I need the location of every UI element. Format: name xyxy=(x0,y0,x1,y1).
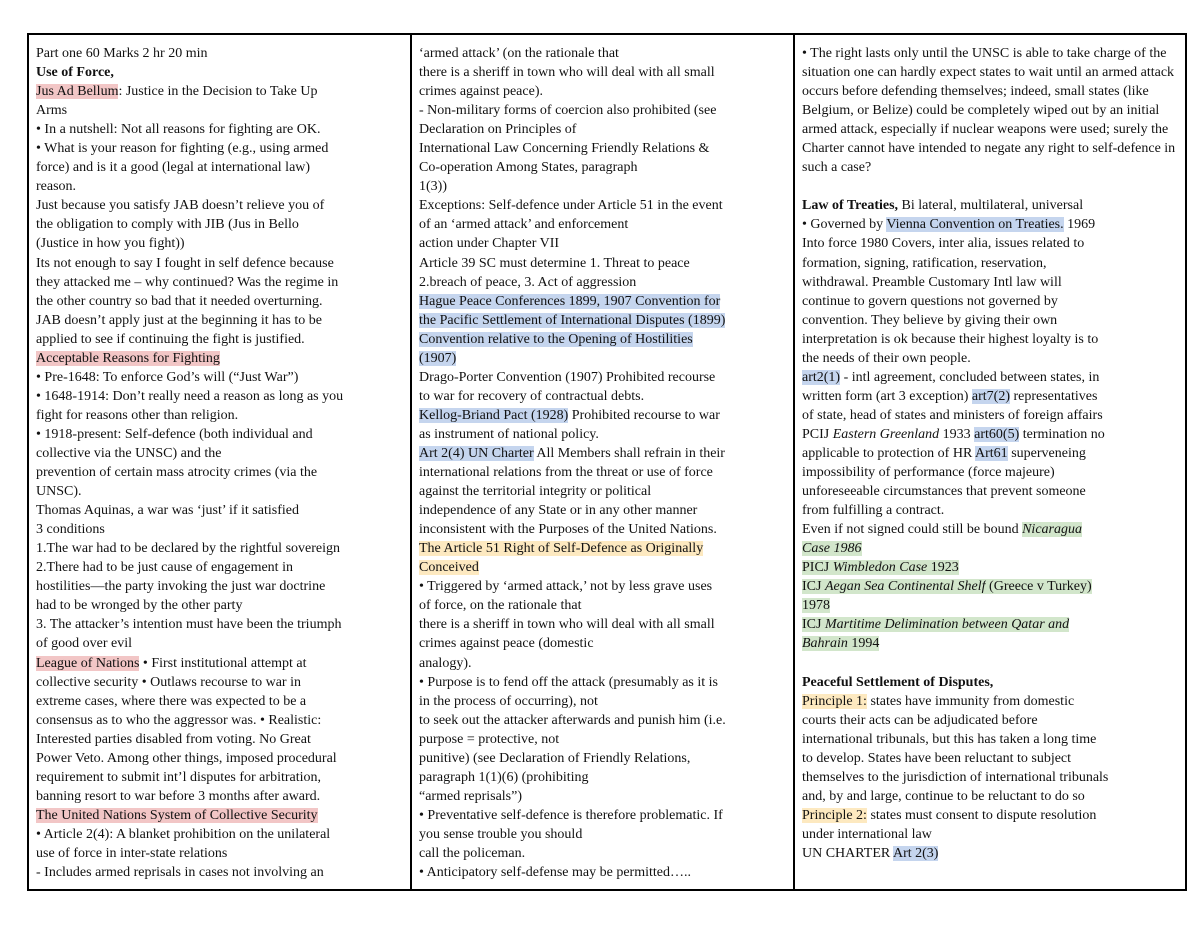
text-line xyxy=(419,349,787,368)
text-run: applied to see if continuing the fight is justified. xyxy=(36,331,305,347)
text-run: in the process of occurring), not xyxy=(419,693,598,709)
text-line xyxy=(419,158,787,177)
text-run: 1933 xyxy=(939,426,975,442)
case-citation: Nicaragua xyxy=(1022,522,1082,538)
text-line xyxy=(419,196,787,215)
text-line xyxy=(419,82,787,101)
text-line xyxy=(802,806,1185,825)
text-run: use of force in inter-state relations xyxy=(36,845,228,861)
text-line xyxy=(419,63,787,82)
text-run: of force, on the rationale that xyxy=(419,598,582,614)
text-line xyxy=(802,406,1185,425)
highlight-term: art2(1) xyxy=(802,369,841,385)
case-citation: Martitime Delimination between Qatar and xyxy=(824,617,1070,633)
text-run: Article 39 SC must determine 1. Threat to peace xyxy=(419,255,690,271)
text-line xyxy=(36,63,404,82)
text-run: unforeseeable circumstances that prevent someone xyxy=(802,484,1086,500)
text-run: • First institutional attempt at xyxy=(139,655,307,671)
text-run: • What is your reason for fighting (e.g., using armed xyxy=(36,141,329,157)
text-run: : Justice in the Decision to Take Up xyxy=(118,84,318,100)
text-run: Declaration on Principles of xyxy=(419,122,577,138)
text-line xyxy=(419,215,787,234)
text-line xyxy=(36,44,404,63)
text-line xyxy=(36,425,404,444)
text-run: • Governed by xyxy=(802,217,887,233)
text-run: the needs of their own people. xyxy=(802,350,971,366)
text-line xyxy=(36,654,404,673)
section-heading: Law of Treaties, xyxy=(802,198,899,214)
text-run: under international law xyxy=(802,826,932,842)
text-run: courts their acts can be adjudicated before xyxy=(802,712,1038,728)
text-run: ‘armed attack’ (on the rationale that xyxy=(419,46,619,61)
text-run: Thomas Aquinas, a war was ‘just’ if it satisfied xyxy=(36,503,299,519)
text-run: Just because you satisfy JAB doesn’t relieve you of xyxy=(36,198,325,214)
highlight-term: the Pacific Settlement of International Disputes (1899) xyxy=(419,312,726,328)
text-line xyxy=(419,711,787,730)
text-run: - Includes armed reprisals in cases not involving an xyxy=(36,865,324,881)
text-line xyxy=(419,425,787,444)
text-line xyxy=(802,425,1185,444)
text-line xyxy=(802,558,1185,577)
text-line xyxy=(419,292,787,311)
highlight-term: Hague Peace Conferences 1899, 1907 Convention for xyxy=(419,293,721,309)
text-line xyxy=(36,539,404,558)
text-run: International Law Concerning Friendly Relations & xyxy=(419,141,710,157)
text-run: occurs before defending themselves; indeed, small states (like xyxy=(802,84,1149,100)
text-run: force) and is it a good (legal at international law) xyxy=(36,160,311,176)
highlight-term: League of Nations xyxy=(36,655,140,671)
text-run: crimes against peace (domestic xyxy=(419,636,594,652)
text-run: there is a sheriff in town who will deal with all small xyxy=(419,65,715,81)
text-run: 1969 xyxy=(1063,217,1096,233)
text-line xyxy=(419,387,787,406)
text-run: Arms xyxy=(36,103,68,119)
text-run: interpretation is ok because their highest loyalty is to xyxy=(802,331,1099,347)
text-line xyxy=(802,711,1185,730)
text-run: • Pre-1648: To enforce God’s will (“Just War”) xyxy=(36,369,299,385)
text-run: states have immunity from domestic xyxy=(866,693,1075,709)
text-line xyxy=(802,311,1185,330)
text-run: withdrawal. Preamble Customary Intl law will xyxy=(802,274,1062,290)
text-run: written form (art 3 exception) xyxy=(802,388,972,404)
text-line xyxy=(419,596,787,615)
text-line xyxy=(802,501,1185,520)
text-line xyxy=(36,254,404,273)
text-run: the other country so bad that it needed overturning. xyxy=(36,293,323,309)
text-line xyxy=(36,196,404,215)
text-line xyxy=(419,539,787,558)
case-citation: ICJ xyxy=(802,579,825,595)
text-line xyxy=(802,82,1185,101)
text-run: there is a sheriff in town who will deal with all small xyxy=(419,617,715,633)
text-run: • In a nutshell: Not all reasons for fighting are OK. xyxy=(36,122,321,138)
text-line xyxy=(419,634,787,653)
text-run: fight for reasons other than religion. xyxy=(36,407,239,423)
text-run: Part one 60 Marks 2 hr 20 min xyxy=(36,46,208,61)
text-line xyxy=(419,444,787,463)
text-run: Bi lateral, multilateral, universal xyxy=(898,198,1084,214)
text-line xyxy=(802,349,1185,368)
text-run: paragraph 1(1)(6) (prohibiting xyxy=(419,769,589,785)
text-run: Co-operation Among States, paragraph xyxy=(419,160,638,176)
text-run: Exceptions: Self-defence under Article 51 in the event xyxy=(419,198,723,214)
notes-column-2 xyxy=(412,35,795,889)
text-line xyxy=(36,292,404,311)
text-line xyxy=(419,673,787,692)
text-run: UN CHARTER xyxy=(802,845,893,861)
highlight-term: Acceptable Reasons for Fighting xyxy=(36,350,220,366)
text-run: 3. The attacker’s intention must have been the triumph xyxy=(36,617,342,633)
highlight-term: Art 2(3) xyxy=(892,845,939,861)
text-run: had to be wronged by the other party xyxy=(36,598,243,614)
text-line xyxy=(802,482,1185,501)
text-line xyxy=(802,577,1185,596)
text-line xyxy=(36,177,404,196)
case-citation: PICJ xyxy=(802,560,833,576)
text-line xyxy=(802,539,1185,558)
text-run: convention. They believe by giving their own xyxy=(802,312,1058,328)
case-citation: Case 1986 xyxy=(802,541,862,557)
text-run: punitive) (see Declaration of Friendly Relations, xyxy=(419,750,691,766)
text-line xyxy=(36,768,404,787)
text-line xyxy=(802,634,1185,653)
highlight-term: (1907) xyxy=(419,350,457,366)
text-line xyxy=(36,387,404,406)
text-line xyxy=(802,596,1185,615)
section-heading: Use of Force, xyxy=(36,65,114,81)
text-line xyxy=(419,768,787,787)
text-line xyxy=(802,844,1185,863)
text-line xyxy=(36,844,404,863)
text-line xyxy=(36,749,404,768)
text-run: Drago-Porter Convention (1907) Prohibited recourse xyxy=(419,369,716,385)
text-line xyxy=(802,139,1185,158)
text-run: applicable to protection of HR xyxy=(802,445,976,461)
text-line xyxy=(419,558,787,577)
text-line xyxy=(36,444,404,463)
text-line xyxy=(36,615,404,634)
text-line xyxy=(419,654,787,673)
text-run: - intl agreement, concluded between states, in xyxy=(840,369,1100,385)
text-run: independence of any State or in any other manner xyxy=(419,503,698,519)
text-line xyxy=(36,82,404,101)
text-line xyxy=(419,120,787,139)
text-line xyxy=(36,577,404,596)
text-line xyxy=(419,787,787,806)
text-run: termination no xyxy=(1019,426,1105,442)
text-line xyxy=(36,558,404,577)
text-line xyxy=(419,44,787,63)
text-run: the obligation to comply with JIB (Jus in Bello xyxy=(36,217,299,233)
text-run: “armed reprisals”) xyxy=(419,788,522,804)
text-line xyxy=(36,330,404,349)
text-run: 3 conditions xyxy=(36,522,105,538)
text-run: JAB doesn’t apply just at the beginning it has to be xyxy=(36,312,322,328)
notes-column-1 xyxy=(29,35,412,889)
text-line xyxy=(36,711,404,730)
text-line xyxy=(36,349,404,368)
text-run: such a case? xyxy=(802,160,872,176)
text-line xyxy=(36,634,404,653)
highlight-term: The United Nations System of Collective Security xyxy=(36,807,318,823)
text-line xyxy=(36,520,404,539)
case-citation: Aegan Sea Continental Shelf xyxy=(824,579,986,595)
text-run: of an ‘armed attack’ and enforcement xyxy=(419,217,629,233)
text-line xyxy=(36,825,404,844)
text-run: international tribunals, but this has taken a long time xyxy=(802,731,1097,747)
text-line xyxy=(36,463,404,482)
text-line xyxy=(419,692,787,711)
case-citation: 1978 xyxy=(802,598,830,614)
text-line xyxy=(802,254,1185,273)
text-line xyxy=(802,520,1185,539)
text-line xyxy=(36,673,404,692)
text-run: UNSC). xyxy=(36,484,82,500)
text-line xyxy=(802,387,1185,406)
text-line xyxy=(802,768,1185,787)
notes-page xyxy=(27,33,1187,891)
text-line xyxy=(419,863,787,882)
case-citation: ICJ xyxy=(802,617,825,633)
text-run: • 1648-1914: Don’t really need a reason as long as you xyxy=(36,388,344,404)
text-run: PCIJ xyxy=(802,426,833,442)
text-run: Charter cannot have intended to negate any right to self-defence in xyxy=(802,141,1176,157)
text-line xyxy=(36,215,404,234)
text-run: • Triggered by ‘armed attack,’ not by less grave uses xyxy=(419,579,713,595)
case-citation: 1994 xyxy=(847,636,880,652)
text-run: superveneing xyxy=(1007,445,1086,461)
text-run: of state, head of states and ministers of foreign affairs xyxy=(802,407,1103,423)
text-run: formation, signing, ratification, reservation, xyxy=(802,255,1047,271)
text-line xyxy=(802,330,1185,349)
text-run: • Preventative self-defence is therefore problematic. If xyxy=(419,807,723,823)
text-run: prevention of certain mass atrocity crimes (via the xyxy=(36,465,318,481)
text-line xyxy=(419,311,787,330)
text-run: action under Chapter VII xyxy=(419,236,560,252)
text-line xyxy=(419,482,787,501)
text-line xyxy=(802,158,1185,177)
text-line xyxy=(419,368,787,387)
text-line xyxy=(36,692,404,711)
highlight-term: Art 2(4) UN Charter xyxy=(419,445,534,461)
highlight-term: Principle 1: xyxy=(802,693,867,709)
text-line xyxy=(36,806,404,825)
text-run: collective via the UNSC) and the xyxy=(36,445,222,461)
text-run: continue to govern questions not governed by xyxy=(802,293,1058,309)
text-line xyxy=(419,501,787,520)
text-line xyxy=(802,44,1185,63)
text-run: against the territorial integrity or political xyxy=(419,484,652,500)
text-line xyxy=(802,196,1185,215)
text-run: inconsistent with the Purposes of the United Nations. xyxy=(419,522,717,538)
text-line xyxy=(36,273,404,292)
text-line xyxy=(36,101,404,120)
text-run: collective security • Outlaws recourse to war in xyxy=(36,674,301,690)
text-line xyxy=(419,520,787,539)
text-run: of good over evil xyxy=(36,636,133,652)
text-run: from fulfilling a contract. xyxy=(802,503,945,519)
text-run: All Members shall refrain in their xyxy=(533,445,725,461)
text-line xyxy=(419,825,787,844)
text-line xyxy=(802,444,1185,463)
text-run: call the policeman. xyxy=(419,845,526,861)
text-run: • The right lasts only until the UNSC is able to take charge of the xyxy=(802,46,1167,61)
text-line xyxy=(802,120,1185,139)
text-run: to war for recovery of contractual debts. xyxy=(419,388,645,404)
text-run: representatives xyxy=(1009,388,1098,404)
text-line xyxy=(802,615,1185,634)
text-line xyxy=(36,863,404,882)
text-line xyxy=(36,368,404,387)
text-run: requirement to submit int’l disputes for arbitration, xyxy=(36,769,321,785)
text-line xyxy=(419,273,787,292)
text-run: armed attack, especially if nuclear weapons were used; surely the xyxy=(802,122,1169,138)
text-run: • Anticipatory self-defense may be permitted….. xyxy=(419,865,691,881)
text-run: 2.breach of peace, 3. Act of aggression xyxy=(419,274,637,290)
text-line xyxy=(802,787,1185,806)
text-run: impossibility of performance (force majeure) xyxy=(802,465,1055,481)
highlight-term: art60(5) xyxy=(974,426,1020,442)
text-run: Interested parties disabled from voting. No Great xyxy=(36,731,311,747)
text-run: reason. xyxy=(36,179,77,195)
text-line xyxy=(36,730,404,749)
text-line xyxy=(419,730,787,749)
blank-line xyxy=(802,177,1185,196)
text-line xyxy=(802,825,1185,844)
text-line xyxy=(802,292,1185,311)
text-run: Prohibited recourse to war xyxy=(568,407,720,423)
case-citation: (Greece v Turkey) xyxy=(985,579,1092,595)
text-run: - Non-military forms of coercion also prohibited (see xyxy=(419,103,717,119)
text-run: analogy). xyxy=(419,655,472,671)
text-line xyxy=(419,101,787,120)
text-line xyxy=(802,692,1185,711)
text-run: Even if not signed could still be bound xyxy=(802,522,1023,538)
highlight-term: Convention relative to the Opening of Hostilities xyxy=(419,331,693,347)
text-line xyxy=(36,787,404,806)
highlight-term: Kellog-Briand Pact (1928) xyxy=(419,407,569,423)
text-line xyxy=(802,273,1185,292)
case-citation: Bahrain xyxy=(802,636,848,652)
text-line xyxy=(419,463,787,482)
text-run: • 1918-present: Self-defence (both individual and xyxy=(36,426,313,442)
text-line xyxy=(802,368,1185,387)
text-line xyxy=(802,673,1185,692)
text-line xyxy=(36,158,404,177)
text-line xyxy=(419,806,787,825)
text-run: states must consent to dispute resolution xyxy=(866,807,1097,823)
text-run: you sense trouble you should xyxy=(419,826,583,842)
text-line xyxy=(802,215,1185,234)
text-line xyxy=(419,330,787,349)
text-run: consensus as to who the aggressor was. • Realistic: xyxy=(36,712,322,728)
section-heading: Peaceful Settlement of Disputes, xyxy=(802,674,994,690)
highlight-term: art7(2) xyxy=(971,388,1010,404)
text-line xyxy=(419,844,787,863)
text-line xyxy=(36,596,404,615)
text-run: 1(3)) xyxy=(419,179,447,195)
text-line xyxy=(36,482,404,501)
text-line xyxy=(36,501,404,520)
text-line xyxy=(36,234,404,253)
text-line xyxy=(419,139,787,158)
text-line xyxy=(802,749,1185,768)
case-citation: Eastern Greenland xyxy=(832,426,940,442)
highlight-term: Principle 2: xyxy=(802,807,867,823)
text-run: Belgium, or Belize) could be completely wiped out by an initial xyxy=(802,103,1160,119)
notes-column-3 xyxy=(795,35,1185,889)
highlight-term: Vienna Convention on Treaties. xyxy=(886,217,1064,233)
case-citation: Wimbledon Case xyxy=(832,560,928,576)
text-line xyxy=(802,730,1185,749)
text-run: Power Veto. Among other things, imposed procedural xyxy=(36,750,337,766)
text-line xyxy=(802,101,1185,120)
text-line xyxy=(36,406,404,425)
blank-line xyxy=(802,654,1185,673)
text-run: as instrument of national policy. xyxy=(419,426,599,442)
text-run: and, by and large, continue to be reluctant to do so xyxy=(802,788,1085,804)
text-run: they attacked me – why continued? Was the regime in xyxy=(36,274,339,290)
text-line xyxy=(36,139,404,158)
text-run: to seek out the attacker afterwards and punish him (i.e. xyxy=(419,712,726,728)
text-line xyxy=(419,234,787,253)
text-run: Into force 1980 Covers, inter alia, issues related to xyxy=(802,236,1085,252)
text-run: 1.The war had to be declared by the rightful sovereign xyxy=(36,541,341,557)
highlight-term: The Article 51 Right of Self-Defence as Originally xyxy=(419,541,704,557)
text-run: extreme cases, where there was expected to be a xyxy=(36,693,307,709)
text-line xyxy=(419,577,787,596)
text-line xyxy=(419,254,787,273)
text-run: • Article 2(4): A blanket prohibition on the unilateral xyxy=(36,826,331,842)
text-run: to develop. States have been reluctant to subject xyxy=(802,750,1072,766)
highlight-term: Art61 xyxy=(975,445,1008,461)
text-line xyxy=(802,234,1185,253)
text-run: Its not enough to say I fought in self defence because xyxy=(36,255,334,271)
text-run: purpose = protective, not xyxy=(419,731,560,747)
text-line xyxy=(36,311,404,330)
text-run: (Justice in how you fight)) xyxy=(36,236,185,252)
text-run: international relations from the threat or use of force xyxy=(419,465,713,481)
text-line xyxy=(419,406,787,425)
text-line xyxy=(419,177,787,196)
text-run: banning resort to war before 3 months after award. xyxy=(36,788,321,804)
text-line xyxy=(802,63,1185,82)
highlight-term: Conceived xyxy=(419,560,479,576)
text-run: situation one can hardly expect states to wait until an armed attack xyxy=(802,65,1175,81)
highlight-term: Jus Ad Bellum xyxy=(36,84,119,100)
case-citation: 1923 xyxy=(927,560,959,576)
text-run: 2.There had to be just cause of engagement in xyxy=(36,560,293,576)
text-line xyxy=(419,749,787,768)
text-run: • Purpose is to fend off the attack (presumably as it is xyxy=(419,674,718,690)
text-line xyxy=(802,463,1185,482)
text-line xyxy=(419,615,787,634)
text-run: themselves to the jurisdiction of international tribunals xyxy=(802,769,1109,785)
text-line xyxy=(36,120,404,139)
text-run: hostilities—the party invoking the just war doctrine xyxy=(36,579,326,595)
text-run: crimes against peace). xyxy=(419,84,543,100)
